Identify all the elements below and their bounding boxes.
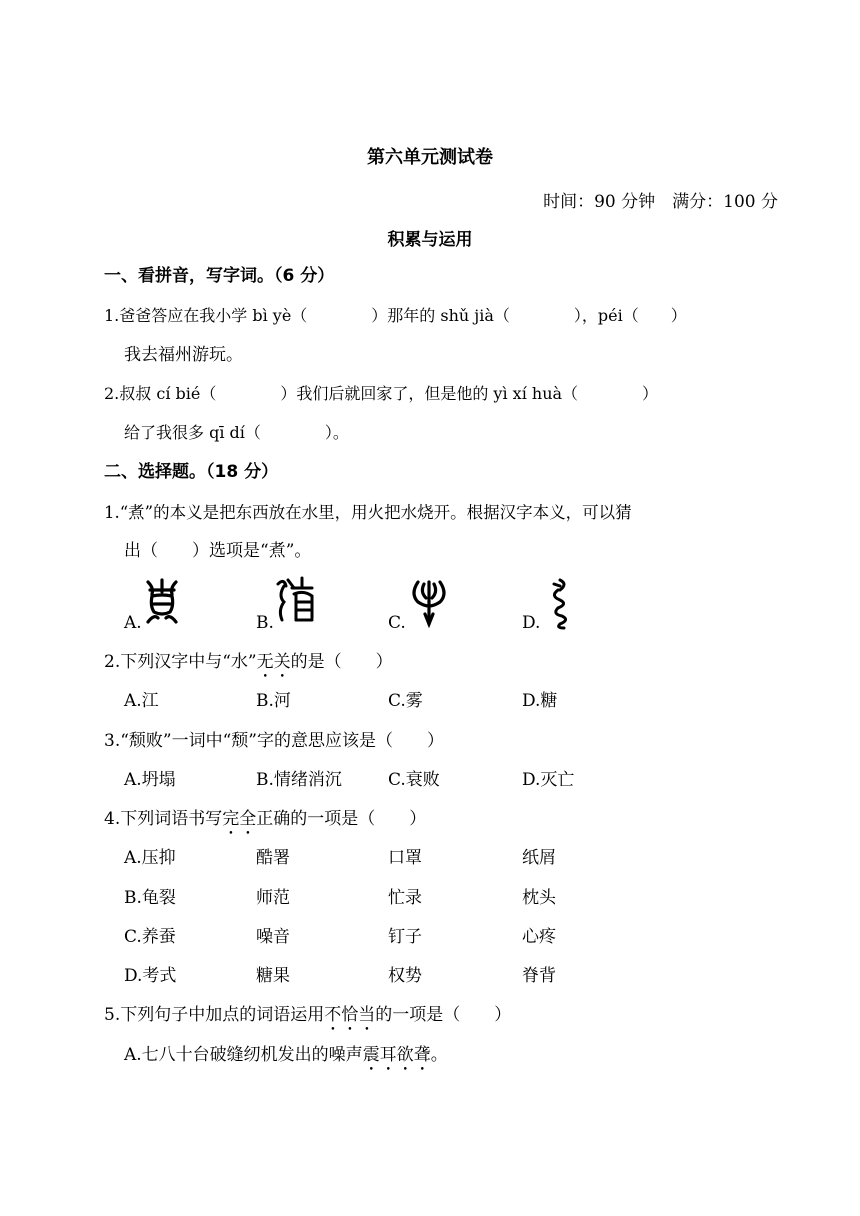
- q4-row-c-1: C.养蚕: [124, 927, 176, 947]
- q4-row-c-4: 心疼: [522, 927, 556, 947]
- section-title: 积累与运用: [387, 230, 473, 250]
- option-c-label: C.: [388, 613, 406, 633]
- q4-row-d-4: 脊背: [522, 966, 556, 986]
- q4-row-d-1: D.考式: [124, 966, 177, 986]
- seal-glyph-a-icon: [142, 576, 182, 626]
- exam-meta: 时间：90 分钟 满分：100 分: [543, 192, 778, 212]
- part1-q2-line1: 2.叔叔 cí bié（ ）我们后就回家了，但是他的 yì xí huà（ ）: [104, 384, 659, 403]
- q5-a-emphasis: 震耳欲聋: [362, 1045, 431, 1065]
- part1-heading: 一、看拼音，写字词。（6 分）: [104, 266, 335, 286]
- q4-row-a-3: 口罩: [388, 848, 422, 868]
- option-a-label: A.: [124, 613, 142, 633]
- q4-row-d-3: 权势: [388, 966, 422, 986]
- q4-row-b-2: 师范: [256, 888, 290, 908]
- part2-q1-line1: 1.“煮”的本义是把东西放在水里，用火把水烧开。根据汉字本义，可以猜: [104, 503, 632, 522]
- seal-glyph-d-icon: [546, 576, 576, 630]
- seal-glyph-b-icon: [274, 574, 316, 626]
- q4-row-a-4: 纸屑: [522, 848, 556, 868]
- q5-option-a: [124, 1043, 448, 1075]
- q3-option-a: A.坍塌: [124, 770, 176, 790]
- option-d-label: D.: [522, 613, 541, 633]
- q2-option-b: B.河: [256, 691, 291, 711]
- part2-q1-line2: 出（ ）选项是“煮”。: [124, 541, 312, 561]
- q5-a-pre: A.七八十台破缝纫机发出的噪声: [124, 1045, 363, 1065]
- q4-row-a-2: 酷署: [256, 848, 290, 868]
- part2-q2: [104, 650, 393, 682]
- q4-row-c-3: 钉子: [388, 927, 422, 947]
- q2-option-d: D.糖: [522, 691, 558, 711]
- q2-option-a: A.江: [124, 691, 159, 711]
- q4-row-b-4: 枕头: [522, 888, 556, 908]
- q4-row-c-2: 噪音: [256, 927, 290, 947]
- part1-q1-line1: 1.爸爸答应在我小学 bì yè（ ）那年的 shǔ jià（ ），péi（ ）: [104, 306, 687, 325]
- q2-text-emphasis: 无关: [256, 652, 291, 672]
- part1-q2-line2: 给了我很多 qī dí（ ）。: [124, 423, 349, 442]
- q4-row-a-1: A.压抑: [124, 848, 176, 868]
- q4-text-emphasis: 完全: [222, 809, 257, 829]
- q2-text-pre: 2.下列汉字中与“水”: [104, 652, 257, 672]
- q5-a-post: 。: [430, 1045, 448, 1065]
- q2-text-post: 的是（ ）: [290, 652, 393, 672]
- q4-text-pre: 4.下列词语书写: [104, 809, 223, 829]
- q5-text-emphasis: 不恰当: [324, 1005, 376, 1025]
- option-b-label: B.: [256, 613, 274, 633]
- q4-row-b-1: B.龟裂: [124, 888, 176, 908]
- part2-heading: 二、选择题。（18 分）: [104, 462, 279, 482]
- part2-q4: [104, 807, 426, 839]
- q4-row-b-3: 忙录: [388, 888, 422, 908]
- seal-glyph-c-icon: [408, 576, 450, 628]
- q5-text-pre: 5.下列句子中加点的词语运用: [104, 1005, 325, 1025]
- q3-option-c: C.衰败: [388, 770, 440, 790]
- part2-q5: [104, 1003, 511, 1035]
- part1-q1-line2: 我去福州游玩。: [124, 345, 243, 365]
- q4-text-post: 正确的一项是（ ）: [256, 809, 427, 829]
- q3-option-d: D.灭亡: [522, 770, 575, 790]
- q4-row-d-2: 糖果: [256, 966, 290, 986]
- page-title: 第六单元测试卷: [367, 147, 493, 168]
- part2-q3: 3.“颓败”一词中“颓”字的意思应该是（ ）: [104, 731, 444, 751]
- q5-text-post: 的一项是（ ）: [375, 1005, 512, 1025]
- q3-option-b: B.情绪消沉: [256, 770, 342, 790]
- q2-option-c: C.雾: [388, 691, 423, 711]
